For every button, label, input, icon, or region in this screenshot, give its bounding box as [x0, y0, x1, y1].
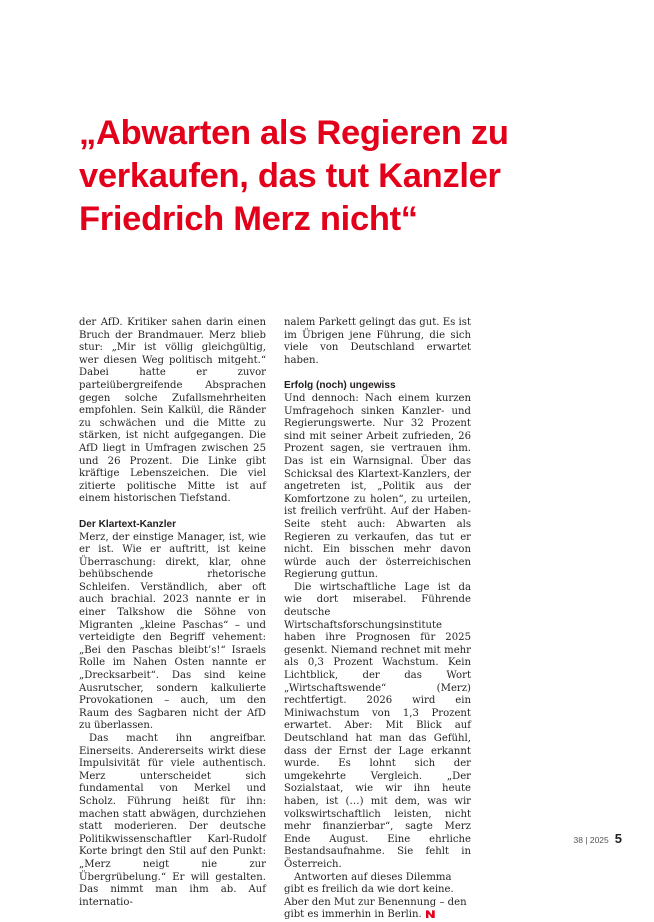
page-footer — [573, 831, 622, 846]
paragraph: der AfD. Kritiker sahen darin einen Bruch der Brandmauer. Merz blieb stur: „Mir ist völlig gleichgültig, wer diesen Weg politisch mitgeht.“ Dabei hatte er zuvor parteiübergreifende Absprachen gegen solche Zufallsmehrheiten empfohlen. Sein Kalkül, die Ränder zu schwächen und die Mitte zu stärken, ist nicht aufgegangen. Die AfD liegt in Umfragen zwischen 25 und 26 Prozent. Die Linke gibt kräftige Lebenszeichen. Die viel zitierte politische Mitte ist auf einem historischen Tiefstand. — [79, 317, 266, 505]
paragraph: nalem Parkett gelingt das gut. Es ist im Übrigen jene Führung, die sich viele von Deutschland erwartet haben. — [284, 317, 471, 366]
red-n-logo-icon — [426, 910, 435, 918]
article-column-right — [284, 317, 471, 922]
paragraph: Die wirtschaftliche Lage ist da wie dort miserabel. Führende deutsche Wirtschaftsforschungsinstitute haben ihre Prognosen für 2025 gesenkt. Niemand rechnet mit mehr als 0,3 Prozent Wachstum. Kein Lichtblick, der das Wort „Wirtschaftswende“ (Merz) rechtfertigt. 2026 wird ein Miniwachstum von 1,3 Prozent erwartet. Aber: Mit Blick auf Deutschland hat man das Gefühl, dass der Ernst der Lage erkannt wurde. Es lohnt sich der umgekehrte Vergleich. „Der Sozialstaat, wie wir ihn heute haben, ist (…) mit dem, was wir volkswirtschaftlich leisten, nicht mehr finanzierbar“, sagte Merz Ende August. Eine ehrliche Bestandsaufnahme. Sie fehlt in Österreich. — [284, 581, 471, 870]
headline: „Abwarten als Regieren zu verkaufen, das tut Kanzler Friedrich Merz nicht“ — [79, 114, 509, 238]
paragraph: Und dennoch: Nach einem kurzen Umfragehoch sinken Kanzler- und Regierungswerte. Nur 32 Prozent sind mit seiner Arbeit zufrieden, 26 Prozent sagen, sie vertrauen ihm. Das ist ein Warnsignal. Über das Schicksal des Klartext-Kanzlers, der angetreten ist, „Politik aus der Komfortzone zu holen“, zu urteilen, ist freilich verfrüht. Auf der Haben-Seite steht auch: Abwarten als Regieren zu verkaufen, das tut er nicht. Ein bisschen mehr davon würde auch der österreichischen Regierung guttun. — [284, 392, 471, 581]
issue-number: 38 | 2025 — [573, 835, 609, 845]
paragraph-final-text: Antworten auf dieses Dilemma gibt es freilich da wie dort keine. Aber den Mut zur Benennung – den gibt es immerhin in Berlin. — [284, 871, 467, 921]
section-heading: Erfolg (noch) ungewiss — [284, 380, 396, 392]
paragraph-final — [284, 872, 471, 922]
paragraph: Merz, der einstige Manager, ist, wie er ist. Wie er auftritt, ist keine Überraschung: direkt, klar, ohne behübschende rhetorische Schleifen. Verständlich, aber oft auch brachial. 2023 nannte er in einer Talkshow die Söhne von Migranten „kleine Paschas“ – und verteidigte den Begriff vehement: „Bei den Paschas bleibt’s!“ Israels Rolle im Nahen Osten nannte er „Drecksarbeit“. Das sind keine Ausrutscher, sondern kalkulierte Provokationen – auch, um den Raum des Sagbaren nicht der AfD zu überlassen. — [79, 531, 266, 732]
paragraph: Das macht ihn angreifbar. Einerseits. Andererseits wirkt diese Impulsivität für viele authentisch. Merz unterscheidet sich fundamental von Merkel und Scholz. Führung heißt für ihn: machen statt abwägen, durchziehen statt moderieren. Der deutsche Politikwissenschaftler Karl-Rudolf Korte bringt den Stil auf den Punkt: „Merz neigt nie zur Übergrübelung.“ Er will gestalten. Das nimmt man ihm ab. Auf internatio- — [79, 733, 266, 908]
article-column-left — [79, 317, 266, 909]
page-number: 5 — [614, 831, 622, 846]
section-heading: Der Klartext-Kanzler — [79, 518, 177, 530]
